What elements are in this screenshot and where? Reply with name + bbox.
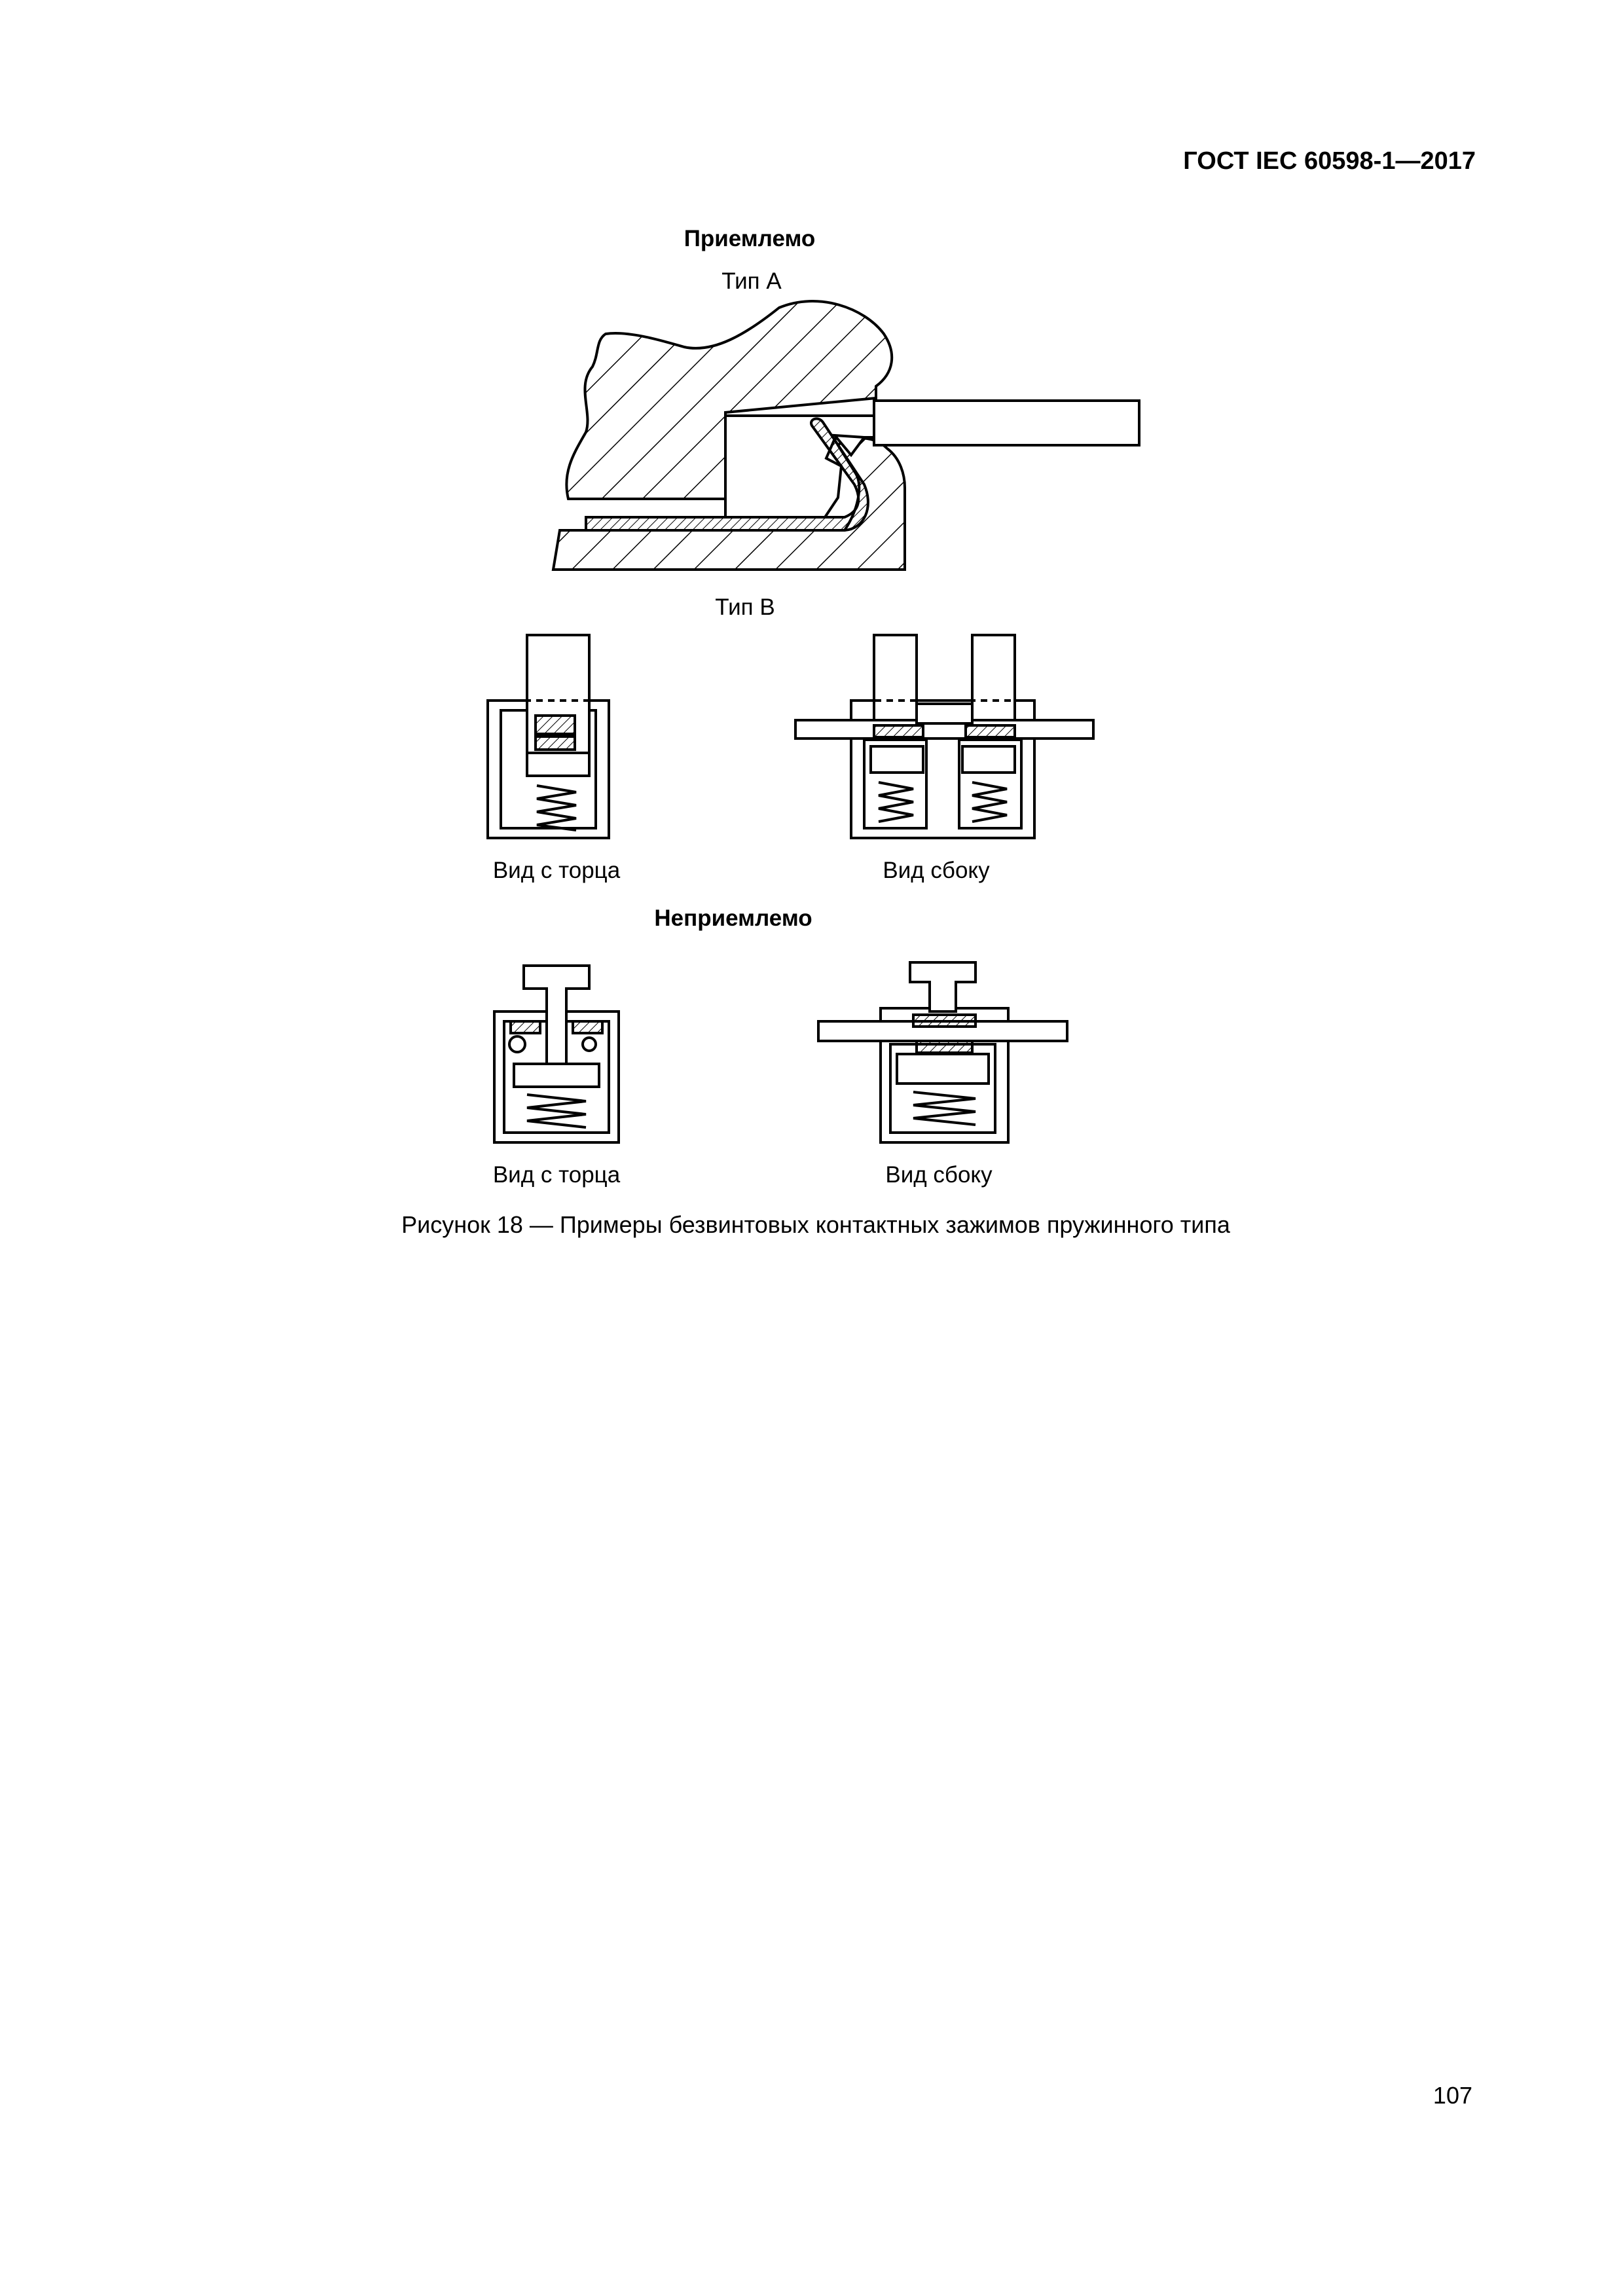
unacceptable-label: Неприемлемо: [654, 905, 812, 931]
document-header: ГОСТ IEC 60598-1—2017: [1183, 147, 1476, 175]
plate-right: [966, 725, 1015, 737]
type-b-end-view: [488, 635, 609, 838]
type-a-label: Тип А: [721, 268, 782, 294]
unacceptable-side-view: [818, 962, 1067, 1142]
ball-left: [509, 1036, 525, 1052]
type-b-side-view: [795, 635, 1093, 838]
plate-left: [511, 1021, 540, 1033]
side-view-label-acceptable: Вид сбоку: [883, 858, 990, 883]
acceptable-label: Приемлемо: [684, 226, 816, 251]
clamp-plate-bottom: [536, 737, 575, 750]
wire-left: [874, 635, 917, 720]
clamp-block: [897, 1054, 989, 1084]
clamp-plate-top: [536, 716, 575, 734]
end-view-label-unacceptable: Вид с торца: [492, 1162, 621, 1188]
clamp-block: [527, 753, 589, 776]
page-number: 107: [1432, 2082, 1472, 2109]
plate-bottom: [917, 1041, 972, 1053]
wire-right: [972, 635, 1015, 720]
plate-right: [573, 1021, 602, 1033]
end-view-label-acceptable: Вид с торца: [492, 858, 621, 883]
plate-top: [913, 1015, 976, 1027]
plate-left: [874, 725, 923, 737]
type-a-drawing: [553, 301, 1139, 570]
unacceptable-end-view: [494, 966, 619, 1142]
clamp-block: [514, 1064, 599, 1087]
center-tab: [917, 704, 972, 723]
block-left: [871, 746, 923, 773]
ball-right: [583, 1038, 596, 1051]
side-view-label-unacceptable: Вид сбоку: [885, 1162, 993, 1188]
type-b-label: Тип В: [715, 594, 775, 620]
block-right: [962, 746, 1015, 773]
figure-caption: Рисунок 18 — Примеры безвинтовых контактных зажимов пружинного типа: [401, 1211, 1230, 1238]
type-a-wire: [874, 401, 1139, 445]
t-conductor: [910, 962, 976, 1011]
